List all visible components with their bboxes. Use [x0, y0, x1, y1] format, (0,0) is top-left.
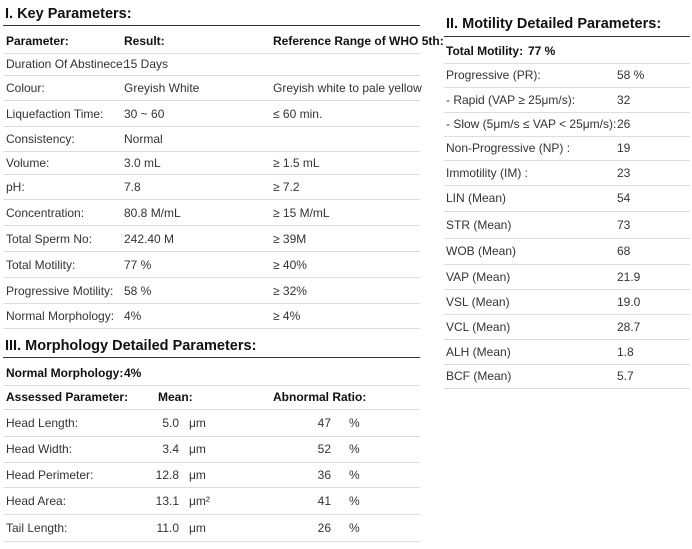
morph-abnormal-unit: % [349, 415, 360, 430]
morph-parameter-label: Head Area: [6, 493, 67, 508]
motility-row [444, 87, 690, 113]
motility-label: VCL (Mean) [446, 319, 511, 334]
key-result-value: 4% [124, 309, 142, 323]
motility-row [444, 364, 690, 389]
motility-value: 23 [617, 165, 631, 180]
motility-row [444, 136, 690, 161]
key-result-value: 7.8 [124, 180, 141, 194]
morph-header-row [3, 385, 420, 410]
total-motility-row [444, 39, 690, 64]
key-parameter-label: Liquefaction Time: [6, 106, 104, 121]
key-row [3, 304, 420, 329]
morph-row [3, 487, 420, 515]
key-parameter-label: Total Motility: [6, 257, 76, 272]
key-reference-range: ≥ 7.2 [273, 180, 300, 194]
morph-row [3, 436, 420, 463]
key-result-value: 58 % [124, 283, 152, 298]
morph-parameter-label: Tail Length: [6, 520, 68, 535]
key-parameter-label: Progressive Motility: [6, 283, 114, 298]
motility-label: LIN (Mean) [446, 191, 507, 205]
motility-label: ALH (Mean) [446, 344, 511, 359]
motility-value: 21.9 [617, 269, 641, 284]
morph-row [3, 409, 420, 437]
key-row [3, 127, 420, 152]
key-reference-range: ≤ 60 min. [273, 106, 323, 121]
morph-mean-unit: μm [189, 520, 206, 535]
motility-label: WOB (Mean) [446, 244, 517, 258]
key-parameter-label: Colour: [6, 81, 45, 95]
motility-row [444, 211, 690, 239]
key-result-value: 77 % [124, 257, 152, 272]
key-header-parameter: Parameter: [6, 33, 69, 48]
motility-row [444, 63, 690, 88]
morph-mean-value: 13.1 [155, 493, 179, 508]
motility-title: II. Motility Detailed Parameters: [446, 16, 662, 32]
morph-abnormal-value: 26 [317, 520, 331, 535]
motility-row [444, 185, 690, 212]
total-motility-value: 77 % [528, 44, 556, 58]
key-parameter-label: Duration Of Abstinece: [6, 57, 127, 71]
motility-label: VSL (Mean) [446, 294, 510, 309]
key-parameter-label: Concentration: [6, 205, 85, 220]
key-header-row [3, 28, 444, 54]
morph-mean-value: 3.4 [162, 442, 179, 456]
key-parameter-label: Total Sperm No: [6, 231, 93, 246]
morph-header-mean: Mean: [158, 390, 193, 404]
motility-row [444, 264, 690, 290]
key-row [3, 175, 420, 200]
key-parameter-label: Normal Morphology: [6, 309, 115, 323]
morph-abnormal-value: 36 [317, 467, 331, 482]
morph-parameter-label: Head Width: [6, 442, 73, 456]
key-parameters-title: I. Key Parameters: [5, 6, 132, 22]
key-row [3, 101, 420, 127]
normal-morphology-label: Normal Morphology: [6, 366, 124, 380]
motility-value: 54 [617, 191, 631, 205]
motility-value: 19.0 [617, 294, 641, 309]
key-header-result: Result: [124, 33, 165, 48]
morph-mean-value: 11.0 [156, 520, 179, 535]
motility-label: VAP (Mean) [446, 269, 511, 284]
morph-mean-unit: μm [189, 415, 206, 430]
morph-mean-unit: μm² [189, 493, 210, 508]
key-reference-range: ≥ 1.5 mL [273, 156, 320, 170]
motility-label: Non-Progressive (NP) : [446, 141, 571, 155]
morph-row [3, 462, 420, 488]
morphology-title-divider [3, 357, 420, 358]
morph-mean-value: 12.8 [155, 467, 179, 482]
key-row [3, 76, 420, 101]
motility-label: - Slow (5μm/s ≤ VAP < 25μm/s): [446, 117, 617, 131]
normal-morphology-value: 4% [124, 366, 142, 380]
morph-mean-unit: μm [189, 442, 206, 456]
morph-abnormal-value: 52 [317, 442, 331, 456]
key-header-reference: Reference Range of WHO 5th: [273, 33, 444, 48]
motility-row [444, 112, 690, 137]
morph-mean-value: 5.0 [162, 415, 179, 430]
motility-value: 5.7 [617, 369, 634, 383]
morph-abnormal-unit: % [349, 493, 360, 508]
motility-value: 1.8 [617, 344, 634, 359]
motility-row [444, 160, 690, 186]
morph-abnormal-unit: % [349, 520, 360, 535]
morph-header-parameter: Assessed Parameter: [6, 390, 129, 404]
motility-row [444, 314, 690, 340]
motility-label: BCF (Mean) [446, 369, 512, 383]
motility-value: 68 [617, 244, 631, 258]
key-title-divider [3, 25, 420, 26]
key-row [3, 226, 420, 252]
motility-value: 73 [617, 217, 631, 232]
morph-parameter-label: Head Length: [6, 415, 79, 430]
morph-abnormal-value: 41 [317, 493, 331, 508]
key-result-value: 242.40 M [124, 231, 175, 246]
key-reference-range: ≥ 32% [273, 283, 307, 298]
normal-morphology-row [3, 361, 420, 386]
morph-abnormal-value: 47 [317, 415, 331, 430]
total-motility-label: Total Motility: [446, 44, 524, 58]
key-result-value: 15 Days [124, 57, 169, 71]
morph-mean-unit: μm [189, 467, 206, 482]
key-row [3, 152, 420, 175]
morph-header-abnormal: Abnormal Ratio: [273, 390, 367, 404]
key-parameter-label: Consistency: [6, 132, 75, 146]
motility-row [444, 238, 690, 265]
key-parameter-label: Volume: [6, 156, 50, 170]
morph-parameter-label: Head Perimeter: [6, 467, 94, 482]
motility-value: 58 % [617, 68, 645, 82]
key-reference-range: ≥ 15 M/mL [273, 205, 330, 220]
motility-label: STR (Mean) [446, 217, 512, 232]
motility-value: 26 [617, 117, 631, 131]
motility-title-divider [444, 36, 690, 37]
morph-abnormal-unit: % [349, 442, 360, 456]
key-reference-range: ≥ 40% [273, 257, 307, 272]
key-result-value: Greyish White [124, 81, 200, 95]
key-row [3, 278, 420, 304]
key-result-value: 30 ~ 60 [124, 106, 165, 121]
motility-label: Immotility (IM) : [446, 165, 528, 180]
motility-value: 19 [617, 141, 631, 155]
key-row [3, 252, 420, 278]
morphology-title: III. Morphology Detailed Parameters: [5, 338, 257, 354]
key-result-value: 3.0 mL [124, 156, 161, 170]
motility-label: Progressive (PR): [446, 68, 541, 82]
motility-value: 32 [617, 92, 631, 107]
motility-row [444, 339, 690, 365]
key-reference-range: Greyish white to pale yellow [273, 81, 422, 95]
key-parameter-label: pH: [6, 180, 25, 194]
key-row [3, 200, 420, 226]
key-reference-range: ≥ 39M [273, 231, 307, 246]
key-result-value: Normal [124, 132, 163, 146]
morph-abnormal-unit: % [349, 467, 360, 482]
motility-label: - Rapid (VAP ≥ 25μm/s): [446, 92, 576, 107]
key-row [3, 53, 420, 76]
motility-row [444, 289, 690, 315]
morph-row [3, 514, 420, 542]
key-result-value: 80.8 M/mL [124, 205, 181, 220]
key-reference-range: ≥ 4% [273, 309, 301, 323]
motility-value: 28.7 [617, 319, 641, 334]
